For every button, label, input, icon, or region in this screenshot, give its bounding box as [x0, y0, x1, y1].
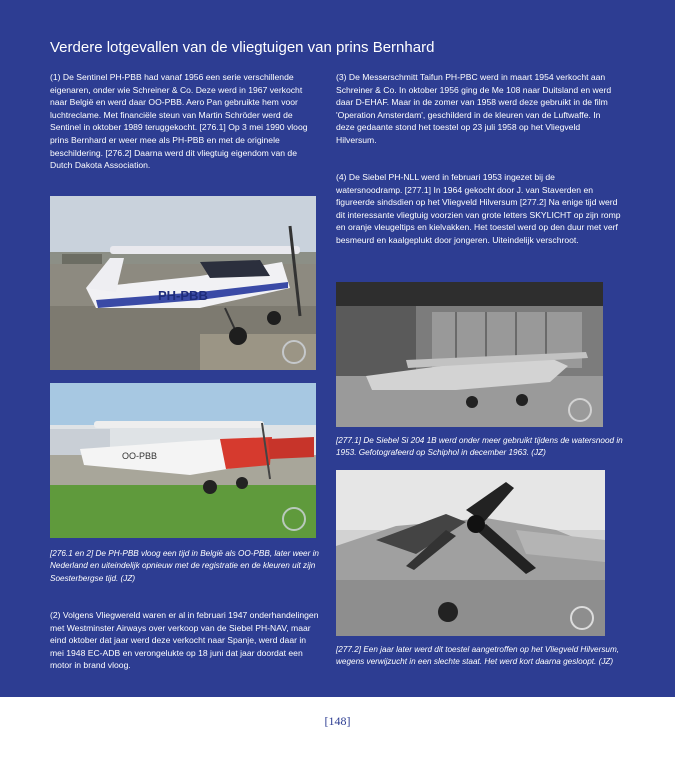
page-number: [148] — [324, 714, 351, 728]
caption-277-2: [277.2] Een jaar later werd dit toestel aangetroffen op het Vliegveld Hilversum, wegens verwijzucht in een slechte staat. Het werd kort daarna gesloopt. (JZ) — [336, 645, 620, 667]
paragraph-2: (2) Volgens Vliegwereld waren er al in februari 1947 onderhandelingen met Westminster Airways over verkoop van de Siebel PH-NAV, maar eind oktober dat jaar werd deze verkocht naar Spanje, werd daar in mei 1948 EC-ADB en verongelukte op 18 juni dat jaar doordat een motor in brand vloog. — [50, 610, 319, 671]
photo-oo-pbb — [50, 383, 316, 538]
paragraph-1: (1) De Sentinel PH-PBB had vanaf 1956 een serie verschillende eigenaren, onder wie Schreiner & Co. Deze werd in 1967 verkocht naar België en werd daar OO-PBB. Aero Pan gebruikte hem voor luchtreclame. Met financiële steun van Martin Schröder werd de Sentinel in oktober 1989 teruggekocht. [276.1] Op 3 mei 1990 vloog prins Bernhard er weer mee als PH-PBB en met de originele beschildering. [276.2] Daarna werd dit vliegtuig eigendom van de Dutch Dakota Association. — [50, 72, 308, 171]
photo-ph-pbb — [50, 196, 316, 370]
registration-ph-pbb: PH-PBB — [158, 288, 208, 303]
caption-276: [276.1 en 2] De PH-PBB vloog een tijd in België als OO-PBB, later weer in Nederland en uiteindelijk opnieuw met de registratie en de kleuren uit zijn Soesterbergse tijd. (JZ) — [50, 549, 319, 583]
photo-siebel-1963 — [336, 282, 603, 427]
caption-277-1: [277.1] De Siebel Si 204 1B werd onder meer gebruikt tijdens de watersnood in 1953. Gefotografeerd op Schiphol in december 1963. (JZ) — [336, 436, 623, 458]
photo-siebel-1964 — [336, 470, 605, 636]
paragraph-4: (4) De Siebel PH-NLL werd in februari 1953 ingezet bij de watersnoodramp. [277.1] In 1964 gekocht door J. van Staverden en figureerde sindsdien op het Vliegveld Hilversum [277.2] Na enige tijd werd dit interessante vliegtuig voorzien van grote letters SKYLICHT op zijn romp en oranje vleugeltips en kielvakken. Het toestel werd op den duur met verf besmeurd en kaalgeplukt door jongeren. Uiteindelijk verschroot. — [336, 172, 621, 245]
registration-oo-pbb: OO-PBB — [122, 451, 158, 461]
page-title: Verdere lotgevallen van de vliegtuigen van prins Bernhard — [50, 39, 435, 56]
paragraph-3: (3) De Messerschmitt Taifun PH-PBC werd in maart 1954 verkocht aan Schreiner & Co. In oktober 1956 ging de Me 108 naar Duitsland en werd daar D-EHAF. Maar in de zomer van 1958 werd deze gebruikt in de film 'Operation Amsterdam', geschilderd in de kleuren van de Luftwaffe. In deze gedaante stond het toestel op 23 juli 1958 op het Vliegveld Hilversum. — [336, 72, 612, 145]
